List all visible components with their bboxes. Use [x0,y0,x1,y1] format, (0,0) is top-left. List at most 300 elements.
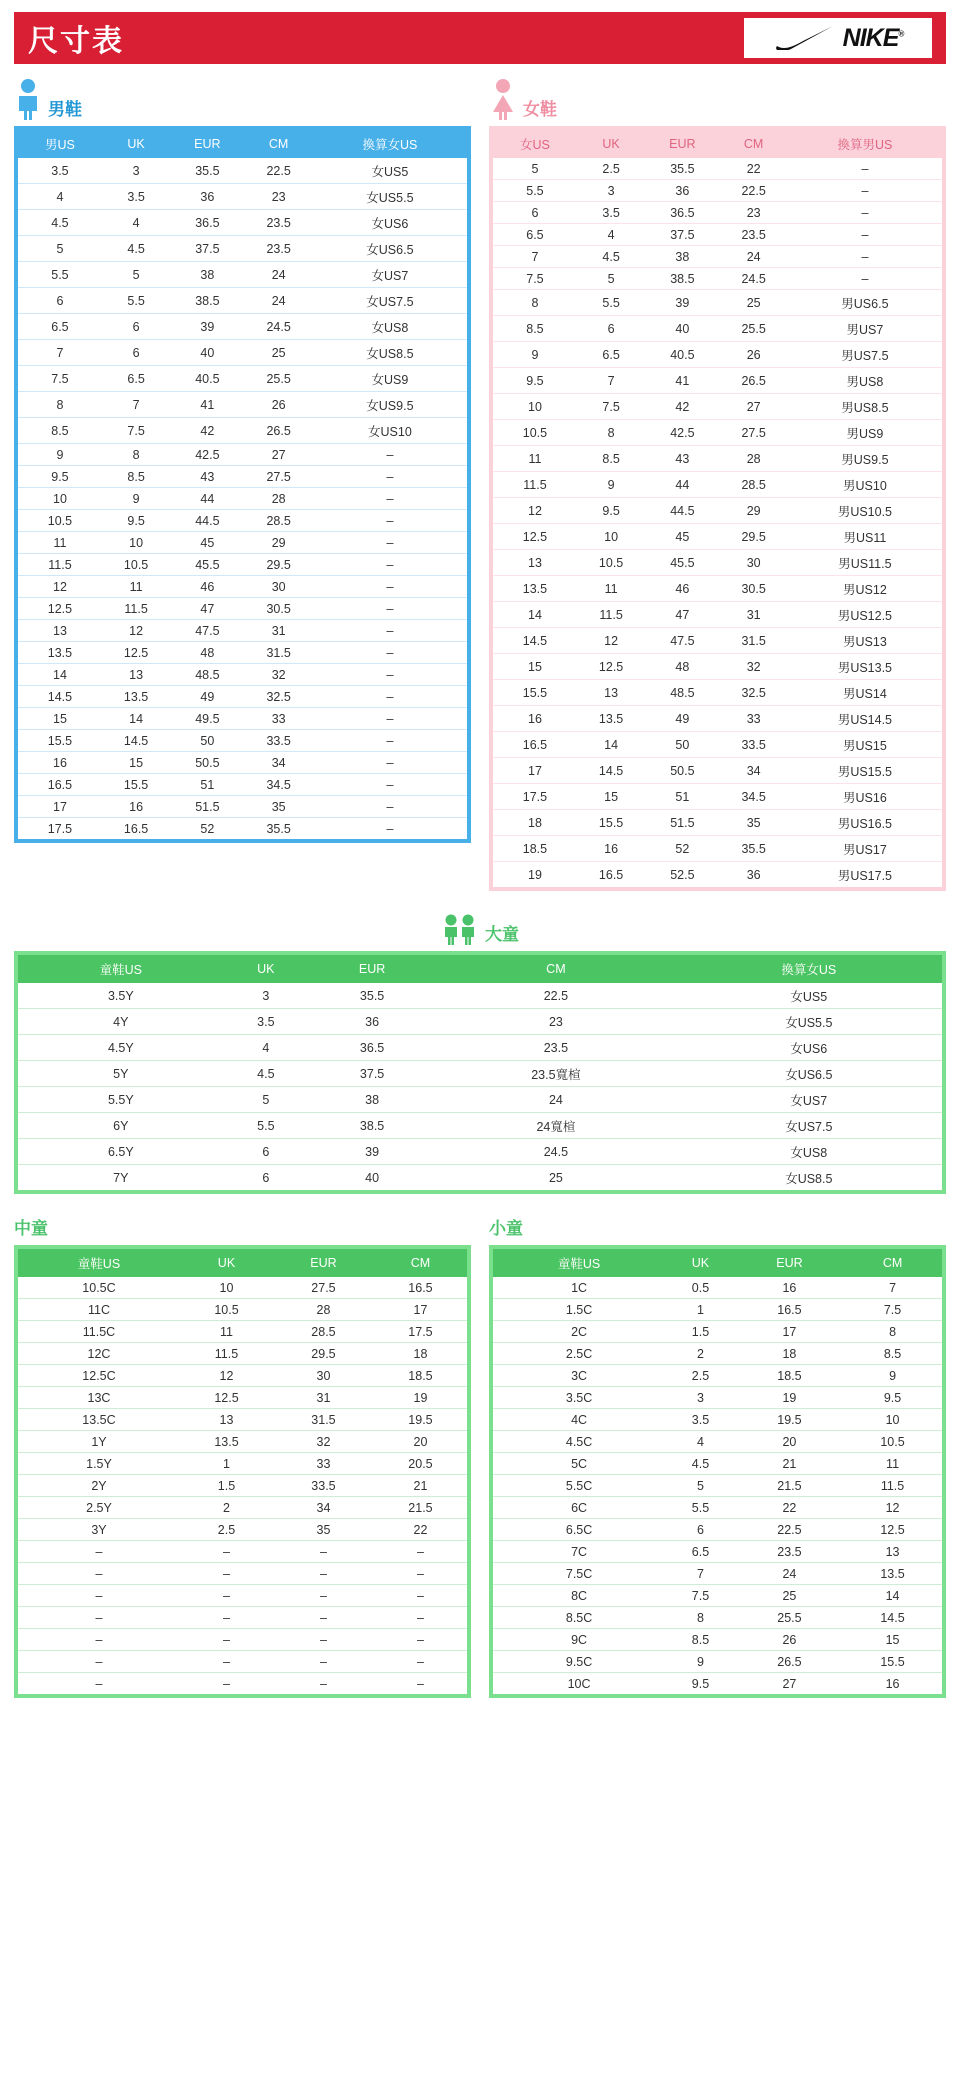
table-row [493,1519,942,1541]
female-figure-icon [489,78,517,120]
mid-kids-cell: 10 [180,1277,273,1299]
women-cell: 23.5 [719,224,787,246]
big-kids-column-header: 換算女US [676,955,942,983]
table-row [18,314,467,340]
table-row [493,224,942,246]
men-cell: 9 [102,488,170,510]
table-row [493,732,942,758]
men-cell: – [313,708,467,730]
table-row [493,1343,942,1365]
men-cell: 15.5 [18,730,102,752]
mid-kids-cell: – [180,1629,273,1651]
mid-kids-cell: 12 [180,1365,273,1387]
table-row [493,628,942,654]
men-cell: 24 [244,262,312,288]
table-row [18,642,467,664]
mid-kids-cell: – [273,1673,374,1695]
mid-kids-cell: – [180,1673,273,1695]
small-kids-cell: 9C [493,1629,665,1651]
men-cell: – [313,642,467,664]
small-kids-cell: 19 [736,1387,843,1409]
mid-kids-cell: 19.5 [374,1409,467,1431]
brand-name: NIKE® [842,23,904,52]
men-cell: 29.5 [244,554,312,576]
mid-kids-cell: 28.5 [273,1321,374,1343]
big-kids-cell: 5 [224,1087,308,1113]
men-cell: 12.5 [102,642,170,664]
women-cell: 男US9.5 [788,446,942,472]
men-cell: 女US9.5 [313,392,467,418]
small-kids-cell: 9 [665,1651,736,1673]
table-row [18,1165,942,1191]
small-kids-cell: 8.5 [665,1629,736,1651]
mid-kids-cell: 35 [273,1519,374,1541]
mid-kids-cell: 33.5 [273,1475,374,1497]
men-cell: 32.5 [244,686,312,708]
women-cell: 35.5 [719,836,787,862]
small-kids-cell: 6.5 [665,1541,736,1563]
table-row [493,1563,942,1585]
men-cell: 29 [244,532,312,554]
small-kids-cell: 3 [665,1387,736,1409]
women-cell: 11.5 [493,472,577,498]
women-cell: 42 [645,394,719,420]
women-cell: – [788,180,942,202]
women-cell: 8 [577,420,645,446]
men-cell: 7 [102,392,170,418]
men-cell: 5.5 [18,262,102,288]
men-cell: 14 [102,708,170,730]
women-label-text: 女鞋 [523,100,557,119]
men-cell: 33.5 [244,730,312,752]
table-row [493,342,942,368]
big-kids-cell: 5.5Y [18,1087,224,1113]
men-cell: 17 [18,796,102,818]
mid-kids-cell: 16.5 [374,1277,467,1299]
men-cell: 41 [170,392,244,418]
mid-kids-cell: 29.5 [273,1343,374,1365]
table-row [493,446,942,472]
men-column-header: CM [244,130,312,158]
mid-kids-cell: 11C [18,1299,180,1321]
small-kids-cell: 1.5 [665,1321,736,1343]
mid-kids-cell: 17.5 [374,1321,467,1343]
women-cell: 8 [493,290,577,316]
men-cell: 女US5 [313,158,467,184]
men-cell: 7.5 [18,366,102,392]
small-kids-cell: 7C [493,1541,665,1563]
women-column-header: 女US [493,130,577,158]
mid-kids-cell: 18 [374,1343,467,1365]
men-cell: 35 [244,796,312,818]
small-kids-cell: 8.5 [843,1343,942,1365]
big-kids-label-text: 大童 [485,925,519,944]
mid-kids-cell: 31.5 [273,1409,374,1431]
small-kids-cell: 13 [843,1541,942,1563]
mid-kids-cell: 12.5C [18,1365,180,1387]
big-kids-cell: 22.5 [436,983,675,1009]
women-cell: 22 [719,158,787,180]
small-kids-cell: 6 [665,1519,736,1541]
big-kids-cell: 23.5 [436,1035,675,1061]
men-cell: 22.5 [244,158,312,184]
women-cell: 26 [719,342,787,368]
table-row [493,394,942,420]
women-cell: 5.5 [493,180,577,202]
women-cell: 16 [577,836,645,862]
big-kids-cell: 36.5 [308,1035,436,1061]
small-kids-table-wrapper [489,1245,946,1698]
table-row [493,524,942,550]
mid-kids-cell: 13C [18,1387,180,1409]
women-cell: 男US14.5 [788,706,942,732]
mid-kids-cell: 13.5 [180,1431,273,1453]
small-kids-cell: 1.5C [493,1299,665,1321]
women-cell: 男US17 [788,836,942,862]
small-kids-cell: 3.5C [493,1387,665,1409]
women-cell: 男US15.5 [788,758,942,784]
women-cell: 男US14 [788,680,942,706]
men-cell: 51 [170,774,244,796]
women-cell: 3 [577,180,645,202]
men-cell: – [313,598,467,620]
men-cell: 8 [102,444,170,466]
men-cell: – [313,664,467,686]
men-cell: 32 [244,664,312,686]
men-cell: 35.5 [170,158,244,184]
table-row [493,472,942,498]
men-cell: 6 [102,340,170,366]
women-cell: 27 [719,394,787,420]
big-kids-cell: 女US6 [676,1035,942,1061]
mid-kids-cell: – [273,1585,374,1607]
men-cell: 8.5 [102,466,170,488]
men-cell: 43 [170,466,244,488]
men-cell: – [313,466,467,488]
mid-kids-cell: 1 [180,1453,273,1475]
mid-kids-cell: 13.5C [18,1409,180,1431]
men-cell: 女US7.5 [313,288,467,314]
table-row [493,1585,942,1607]
women-cell: 男US10.5 [788,498,942,524]
men-cell: 16.5 [102,818,170,840]
small-kids-cell: 2 [665,1343,736,1365]
men-cell: 42 [170,418,244,444]
men-cell: 35.5 [244,818,312,840]
small-kids-cell: 7.5 [665,1585,736,1607]
men-cell: – [313,620,467,642]
men-cell: 13 [18,620,102,642]
table-row [493,1387,942,1409]
women-cell: 13 [493,550,577,576]
big-kids-column-header: UK [224,955,308,983]
women-cell: 35.5 [645,158,719,180]
men-cell: 40.5 [170,366,244,392]
small-kids-cell: 26 [736,1629,843,1651]
women-cell: – [788,268,942,290]
big-kids-cell: 38.5 [308,1113,436,1139]
women-cell: 男US10 [788,472,942,498]
small-kids-cell: 5.5C [493,1475,665,1497]
table-row [18,708,467,730]
men-cell: 10 [102,532,170,554]
small-kids-cell: 10.5 [843,1431,942,1453]
women-cell: 13 [577,680,645,706]
women-cell: 12.5 [577,654,645,680]
mid-kids-cell: – [18,1541,180,1563]
women-cell: 7 [493,246,577,268]
women-cell: – [788,158,942,180]
men-cell: 30.5 [244,598,312,620]
table-row [493,1541,942,1563]
women-cell: 10.5 [577,550,645,576]
table-row [18,1497,467,1519]
small-kids-column-header: EUR [736,1249,843,1277]
nike-swoosh-icon [773,26,835,50]
table-row [18,554,467,576]
big-kids-cell: 女US7 [676,1087,942,1113]
big-kids-cell: 24.5 [436,1139,675,1165]
table-row [493,706,942,732]
men-cell: 15 [102,752,170,774]
big-kids-column-header: EUR [308,955,436,983]
men-cell: 10.5 [102,554,170,576]
men-cell: 女US8 [313,314,467,340]
women-cell: 32 [719,654,787,680]
women-table-wrapper [489,126,946,891]
table-row [493,1299,942,1321]
small-kids-cell: 16.5 [736,1299,843,1321]
men-cell: 3.5 [102,184,170,210]
table-row [18,1651,467,1673]
men-cell: 3.5 [18,158,102,184]
mid-kids-cell: – [374,1673,467,1695]
men-cell: – [313,796,467,818]
big-kids-cell: 5.5 [224,1113,308,1139]
women-cell: 男US13.5 [788,654,942,680]
men-cell: 4 [102,210,170,236]
women-cell: 44.5 [645,498,719,524]
table-row [18,1475,467,1497]
women-cell: 37.5 [645,224,719,246]
table-row [18,1299,467,1321]
men-cell: 13 [102,664,170,686]
small-kids-cell: 7.5C [493,1563,665,1585]
men-cell: 42.5 [170,444,244,466]
men-cell: 11 [102,576,170,598]
women-cell: 27.5 [719,420,787,446]
big-kids-section-label [14,913,946,945]
men-cell: 24.5 [244,314,312,340]
women-cell: 26.5 [719,368,787,394]
big-kids-column-header: 童鞋US [18,955,224,983]
mid-kids-cell: 27.5 [273,1277,374,1299]
women-cell: 15 [577,784,645,810]
mid-kids-size-table [18,1249,467,1694]
men-cell: 23 [244,184,312,210]
women-cell: 9 [493,342,577,368]
table-row [18,1321,467,1343]
women-cell: 男US15 [788,732,942,758]
small-kids-cell: 25.5 [736,1607,843,1629]
men-cell: – [313,510,467,532]
men-cell: 5.5 [102,288,170,314]
small-kids-cell: 18 [736,1343,843,1365]
women-cell: 41 [645,368,719,394]
small-kids-cell: 20 [736,1431,843,1453]
women-cell: 男US16.5 [788,810,942,836]
men-cell: 51.5 [170,796,244,818]
small-kids-cell: 9.5C [493,1651,665,1673]
men-cell: 47.5 [170,620,244,642]
big-kids-cell: 女US8 [676,1139,942,1165]
small-kids-column-header: UK [665,1249,736,1277]
table-row [18,1061,942,1087]
men-cell: 14.5 [102,730,170,752]
men-cell: 34 [244,752,312,774]
small-kids-cell: 12 [843,1497,942,1519]
small-kids-cell: 7 [843,1277,942,1299]
small-kids-cell: 8 [665,1607,736,1629]
big-kids-cell: 5Y [18,1061,224,1087]
small-kids-cell: 23.5 [736,1541,843,1563]
men-cell: 27 [244,444,312,466]
men-cell: 7.5 [102,418,170,444]
men-cell: 14 [18,664,102,686]
men-cell: 5 [102,262,170,288]
women-cell: 42.5 [645,420,719,446]
table-row [18,510,467,532]
small-kids-label-text: 小童 [489,1219,523,1238]
women-cell: 40 [645,316,719,342]
small-kids-cell: 2.5 [665,1365,736,1387]
table-row [493,368,942,394]
women-cell: 14.5 [577,758,645,784]
two-children-icon [441,913,479,945]
women-cell: 19 [493,862,577,888]
table-row [493,246,942,268]
women-cell: 33.5 [719,732,787,758]
mid-kids-cell: 2 [180,1497,273,1519]
table-row [493,316,942,342]
big-kids-cell: 女US6.5 [676,1061,942,1087]
men-cell: 24 [244,288,312,314]
mid-kids-section [14,1214,471,1698]
women-cell: 25.5 [719,316,787,342]
men-cell: 16 [18,752,102,774]
small-kids-cell: 26.5 [736,1651,843,1673]
table-row [18,1409,467,1431]
big-kids-column-header: CM [436,955,675,983]
mid-kids-column-header: 童鞋US [18,1249,180,1277]
women-cell: 6 [493,202,577,224]
mid-kids-cell: 20 [374,1431,467,1453]
women-cell: 28 [719,446,787,472]
mid-kids-table-wrapper [14,1245,471,1698]
men-cell: 39 [170,314,244,340]
women-cell: 11 [493,446,577,472]
women-cell: 男US16 [788,784,942,810]
women-cell: 49 [645,706,719,732]
women-cell: 10 [493,394,577,420]
table-row [493,1453,942,1475]
mid-kids-cell: – [18,1629,180,1651]
women-cell: 男US11 [788,524,942,550]
mid-kids-cell: – [374,1607,467,1629]
table-row [18,598,467,620]
small-kids-cell: 8.5C [493,1607,665,1629]
table-row [18,620,467,642]
men-cell: 37.5 [170,236,244,262]
table-row [18,1563,467,1585]
men-cell: 女US8.5 [313,340,467,366]
mid-kids-cell: – [18,1673,180,1695]
big-kids-size-table [18,955,942,1190]
table-row [18,1453,467,1475]
table-row [18,1343,467,1365]
men-label-text: 男鞋 [48,100,82,119]
big-kids-section [0,913,960,1194]
mid-kids-cell: – [273,1629,374,1651]
big-kids-cell: 6.5Y [18,1139,224,1165]
men-cell: 女US9 [313,366,467,392]
men-cell: 13.5 [18,642,102,664]
table-row [493,202,942,224]
women-cell: 31 [719,602,787,628]
women-cell: 8.5 [493,316,577,342]
table-row [493,290,942,316]
mid-kids-cell: – [180,1585,273,1607]
women-cell: 38.5 [645,268,719,290]
big-kids-cell: 女US5.5 [676,1009,942,1035]
table-row [493,1277,942,1299]
mid-kids-cell: 21.5 [374,1497,467,1519]
small-kids-cell: 4.5 [665,1453,736,1475]
table-row [18,184,467,210]
women-cell: 10.5 [493,420,577,446]
men-cell: 50.5 [170,752,244,774]
table-row [493,1321,942,1343]
big-kids-cell: 6 [224,1139,308,1165]
table-header-row [18,130,467,158]
women-cell: 34.5 [719,784,787,810]
mid-kids-cell: 33 [273,1453,374,1475]
men-cell: 5 [18,236,102,262]
small-kids-cell: 27 [736,1673,843,1695]
small-kids-cell: 22.5 [736,1519,843,1541]
women-cell: 18 [493,810,577,836]
table-header-row [493,130,942,158]
women-cell: 43 [645,446,719,472]
men-cell: – [313,532,467,554]
mid-kids-cell: – [273,1607,374,1629]
small-kids-cell: 22 [736,1497,843,1519]
mid-kids-label-text: 中童 [14,1219,48,1238]
male-figure-icon [14,78,42,120]
mid-kids-cell: 19 [374,1387,467,1409]
big-kids-cell: 3 [224,983,308,1009]
big-kids-cell: 女US8.5 [676,1165,942,1191]
mid-kids-cell: – [18,1651,180,1673]
small-kids-cell: 8 [843,1321,942,1343]
women-cell: 11 [577,576,645,602]
big-kids-cell: 35.5 [308,983,436,1009]
table-row [493,420,942,446]
table-row [18,1139,942,1165]
women-cell: 12 [493,498,577,524]
mid-kids-cell: 34 [273,1497,374,1519]
table-row [493,1497,942,1519]
